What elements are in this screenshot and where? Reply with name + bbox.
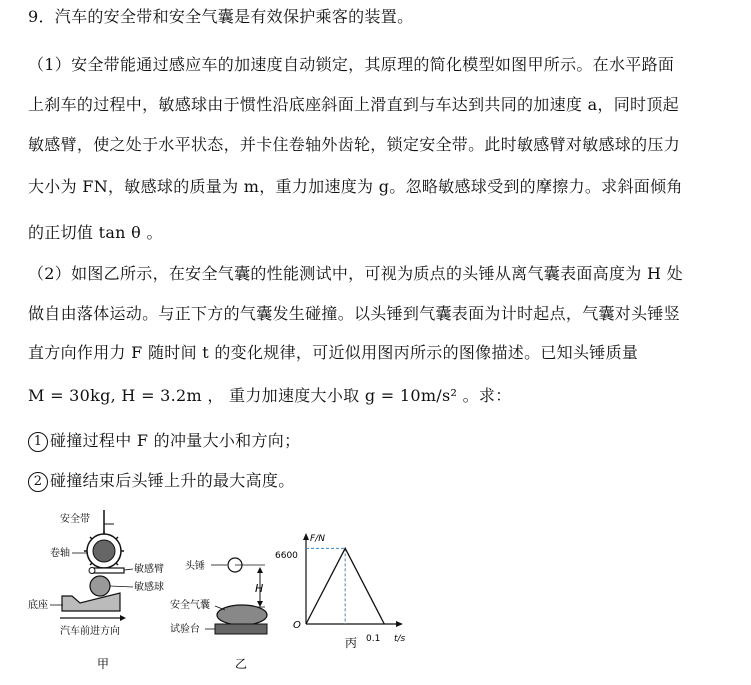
base-incline bbox=[62, 593, 120, 611]
part1-line4: 大小为 FN，敏感球的质量为 m，重力加速度为 g。忽略敏感球受到的摩擦力。求斜面倾角 bbox=[28, 177, 683, 196]
y-axis-arrow bbox=[303, 533, 309, 540]
part2-line3: 直方向作用力 F 随时间 t 的变化规律，可近似用图丙所示的图像描述。已知头锤质量 bbox=[28, 343, 639, 362]
part2-line2: 做自由落体运动。与正下方的气囊发生碰撞。以头锤到气囊表面为计时起点，气囊对头锤竖 bbox=[28, 304, 681, 323]
question-2 bbox=[28, 470, 295, 492]
figure-bing-chart bbox=[270, 528, 430, 650]
y-tick-label: 6600 bbox=[275, 551, 298, 561]
test-bench bbox=[215, 624, 267, 634]
part1-line1: （1）安全带能通过感应车的加速度自动锁定，其原理的简化模型如图甲所示。在水平路面 bbox=[28, 55, 675, 74]
label-ball: 敏感球 bbox=[134, 582, 164, 593]
label-base: 底座 bbox=[28, 600, 48, 611]
part2-line4: M = 30kg, H = 3.2m ， 重力加速度大小取 g = 10m/s² 。求： bbox=[28, 386, 512, 405]
question-1 bbox=[28, 430, 300, 452]
question-1-number: 1 bbox=[28, 432, 48, 452]
reel-gear bbox=[84, 531, 124, 571]
part1-line3: 敏感臂，使之处于水平状态，并卡住卷轴外齿轮，锁定安全带。此时敏感臂对敏感球的压力 bbox=[28, 135, 681, 154]
part1-line5: 的正切值 tan θ 。 bbox=[28, 223, 163, 242]
figure-jia bbox=[20, 506, 180, 681]
label-bench: 试验台 bbox=[170, 624, 200, 635]
part2-line1: （2）如图乙所示，在安全气囊的性能测试中，可视为质点的头锤从离气囊表面高度为 H 处 bbox=[28, 264, 683, 283]
question-2-number: 2 bbox=[28, 472, 48, 492]
sensitive-arm bbox=[92, 568, 124, 573]
caption-jia: 甲 bbox=[97, 657, 110, 671]
question-1-text: 碰撞过程中 F 的冲量大小和方向； bbox=[50, 431, 301, 450]
label-airbag: 安全气囊 bbox=[170, 600, 210, 611]
sensitive-ball bbox=[90, 576, 110, 596]
airbag bbox=[217, 605, 267, 625]
question-2-text: 碰撞结束后头锤上升的最大高度。 bbox=[50, 471, 295, 490]
label-direction: 汽车前进方向 bbox=[60, 626, 120, 637]
label-belt: 安全带 bbox=[60, 514, 90, 525]
caption-yi: 乙 bbox=[235, 657, 248, 671]
x-axis-label: t/s bbox=[394, 634, 406, 644]
figure-yi bbox=[165, 506, 280, 681]
origin-label: O bbox=[293, 620, 301, 631]
problem-title: 9．汽车的安全带和安全气囊是有效保护乘客的装置。 bbox=[28, 7, 414, 26]
label-head: 头锤 bbox=[185, 561, 205, 572]
label-reel: 卷轴 bbox=[50, 548, 70, 559]
x-axis-arrow bbox=[396, 621, 403, 627]
label-height: H bbox=[255, 582, 264, 595]
x-tick-label: 0.1 bbox=[366, 634, 381, 644]
part1-line2: 上刹车的过程中，敏感球由于惯性沿底座斜面上滑直到与车达到共同的加速度 a，同时顶起 bbox=[28, 95, 679, 114]
label-arm: 敏感臂 bbox=[134, 564, 164, 575]
caption-bing: 丙 bbox=[345, 636, 358, 650]
y-axis-label: F/N bbox=[310, 534, 325, 544]
